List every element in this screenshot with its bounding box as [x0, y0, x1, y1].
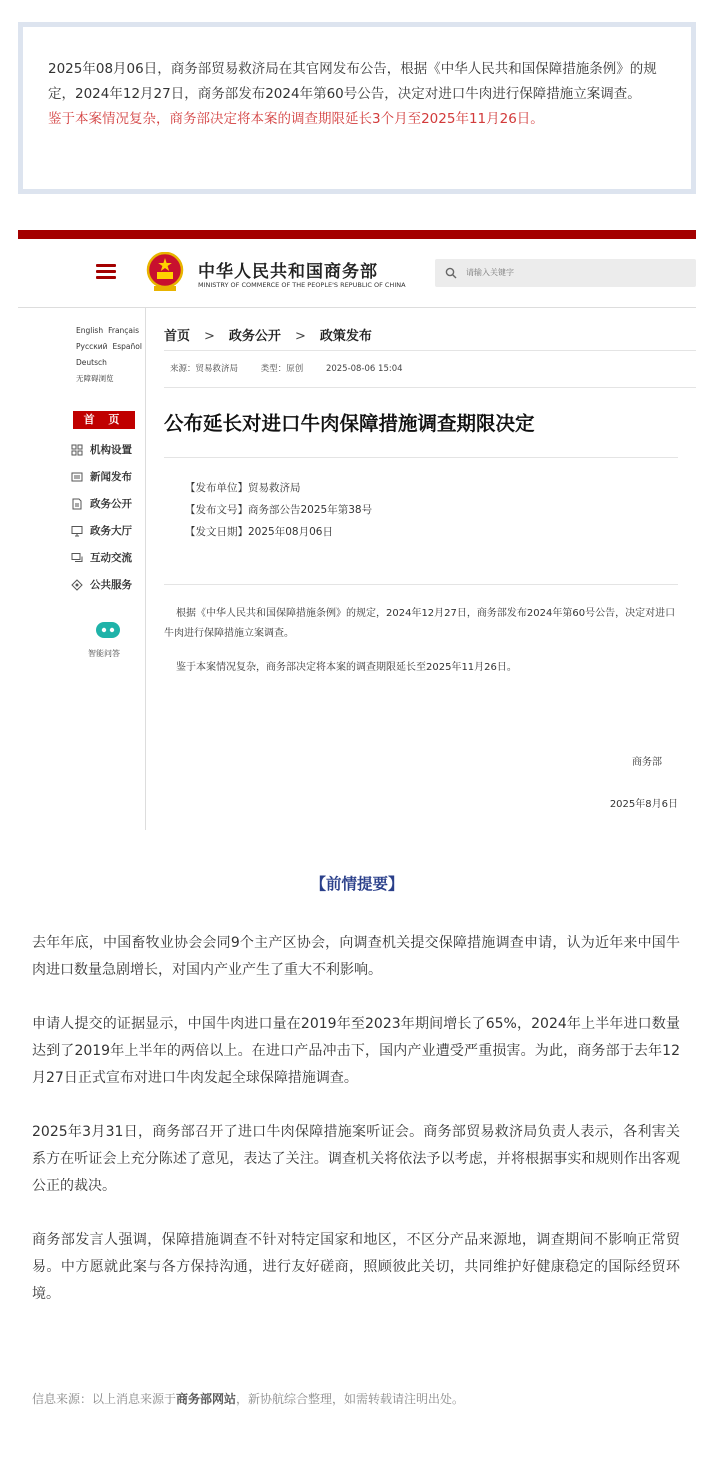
- section-title: 【前情提要】: [310, 875, 404, 893]
- lang-french[interactable]: Français: [108, 326, 140, 335]
- national-emblem-icon: [146, 252, 184, 292]
- divider: [164, 350, 696, 351]
- info-doc-number: 【发布文号】商务部公告2025年第38号: [185, 504, 373, 516]
- mofcom-screenshot: [18, 230, 696, 830]
- lang-german[interactable]: Deutsch: [76, 358, 107, 367]
- article-body: [164, 604, 684, 678]
- background-paragraph: 2025年3月31日，商务部召开了进口牛肉保障措施案听证会。商务部贸易救济局负责人表示，各利害关系方在听证会上充分陈述了意见，表达了关注。调查机关将依法予以考虑，并将根据事实和规则作出客观公正的裁决。: [32, 1124, 680, 1194]
- sidebar-item-label: 政务公开: [90, 498, 132, 510]
- service-icon: [71, 579, 83, 591]
- sidebar-item-org[interactable]: [71, 436, 145, 463]
- sidebar-item-label: 新闻发布: [90, 471, 132, 483]
- search-icon[interactable]: [445, 267, 457, 279]
- sidebar-item-label: 公共服务: [90, 579, 132, 591]
- breadcrumb-policy[interactable]: 政策发布: [319, 329, 372, 344]
- news-icon: [71, 471, 83, 483]
- source-site: 商务部网站: [176, 1392, 237, 1406]
- language-links: [76, 323, 147, 387]
- lang-spanish[interactable]: Español: [112, 342, 142, 351]
- breadcrumb-separator: >: [204, 329, 215, 344]
- sidebar-nav: [71, 436, 145, 598]
- summary-highlight: 鉴于本案情况复杂，商务部决定将本案的调查期限延长3个月至2025年11月26日。: [48, 111, 544, 127]
- source-note: [32, 1390, 464, 1407]
- search-input[interactable]: [435, 259, 696, 287]
- divider: [164, 457, 678, 458]
- background-paragraph: 去年年底，中国畜牧业协会会同9个主产区协会，向调查机关提交保障措施调查申请，认为近年来中国牛肉进口数量急剧增长，对国内产业产生了重大不利影响。: [32, 935, 680, 978]
- article-info: [185, 477, 372, 543]
- search-placeholder: 请输入关键字: [466, 268, 514, 277]
- menu-icon[interactable]: [96, 264, 116, 280]
- background-paragraphs: [32, 930, 680, 1335]
- info-issue-date: 【发文日期】2025年08月06日: [185, 526, 333, 538]
- sidebar-item-gov-affairs[interactable]: [71, 490, 145, 517]
- sidebar-item-label: 互动交流: [90, 552, 132, 564]
- summary-text-block: [48, 57, 673, 132]
- info-publisher: 【发布单位】贸易救济局: [185, 482, 301, 494]
- sidebar-item-service-hall[interactable]: [71, 517, 145, 544]
- lang-english[interactable]: English: [76, 326, 104, 335]
- robot-icon[interactable]: [94, 619, 122, 641]
- divider: [164, 584, 678, 585]
- chat-icon: [71, 552, 83, 564]
- article-paragraph: 根据《中华人民共和国保障措施条例》的规定，2024年12月27日，商务部发布2024年第60号公告，决定对进口牛肉进行保障措施立案调查。: [164, 608, 676, 639]
- background-paragraph: 申请人提交的证据显示，中国牛肉进口量在2019年至2023年期间增长了65%，2024年上半年进口数量达到了2019年上半年的两倍以上。在进口产品冲击下，国内产业遭受严重损害。为此，商务部于去年12月27日正式宣布对进口牛肉发起全球保障措施调查。: [32, 1016, 680, 1086]
- sidebar-item-label: 机构设置: [90, 444, 132, 456]
- breadcrumb-separator: >: [294, 329, 306, 344]
- sidebar-item-label: 政务大厅: [90, 525, 132, 537]
- document-icon: [71, 498, 83, 510]
- article-sign-date: 2025年8月6日: [609, 799, 678, 810]
- breadcrumb: [164, 325, 372, 344]
- article-meta: [170, 362, 423, 374]
- breadcrumb-home[interactable]: 首页: [164, 329, 191, 344]
- org-chart-icon: [71, 444, 83, 456]
- source-suffix: ，新协航综合整理，如需转载请注明出处。: [236, 1392, 465, 1406]
- sidebar-item-interaction[interactable]: [71, 544, 145, 571]
- nav-home-button[interactable]: 首 页: [73, 411, 135, 429]
- meta-type: 类型：原创: [260, 364, 304, 374]
- source-prefix: 信息来源：以上消息来源于: [32, 1392, 177, 1406]
- meta-source: 来源：贸易救济局: [170, 364, 239, 374]
- article-paragraph: 鉴于本案情况复杂，商务部决定将本案的调查期限延长至2025年11月26日。: [176, 662, 517, 673]
- breadcrumb-gov-affairs[interactable]: 政务公开: [228, 329, 281, 344]
- site-subtitle: MINISTRY OF COMMERCE OF THE PEOPLE'S REPUBLIC OF CHINA: [198, 281, 406, 289]
- top-red-bar: [18, 230, 696, 239]
- header-divider: [18, 307, 696, 308]
- monitor-icon: [71, 525, 83, 537]
- site-title[interactable]: 中华人民共和国商务部: [198, 262, 378, 282]
- lang-russian[interactable]: Русский: [76, 342, 108, 351]
- article-signature: 商务部: [632, 757, 662, 768]
- summary-box: [18, 22, 696, 194]
- sidebar-item-news[interactable]: [71, 463, 145, 490]
- background-paragraph: 商务部发言人强调，保障措施调查不针对特定国家和地区，不区分产品来源地，调查期间不影响正常贸易。中方愿就此案与各方保持沟通，进行友好磋商，照顾彼此关切，共同维护好健康稳定的国际经贸环境。: [32, 1232, 680, 1302]
- article-title: 公布延长对进口牛肉保障措施调查期限决定: [164, 412, 535, 435]
- meta-datetime: 2025-08-06 15:04: [325, 364, 403, 374]
- summary-text: 2025年08月06日，商务部贸易救济局在其官网发布公告，根据《中华人民共和国保障措施条例》的规定，2024年12月27日，商务部发布2024年第60号公告，决定对进口牛肉进行保障措施立案调查。: [48, 61, 657, 102]
- divider: [164, 387, 696, 388]
- smart-qa-label[interactable]: 智能问答: [88, 649, 120, 658]
- sidebar-item-public-service[interactable]: [71, 571, 145, 598]
- accessibility-link[interactable]: 无障碍浏览: [76, 374, 114, 383]
